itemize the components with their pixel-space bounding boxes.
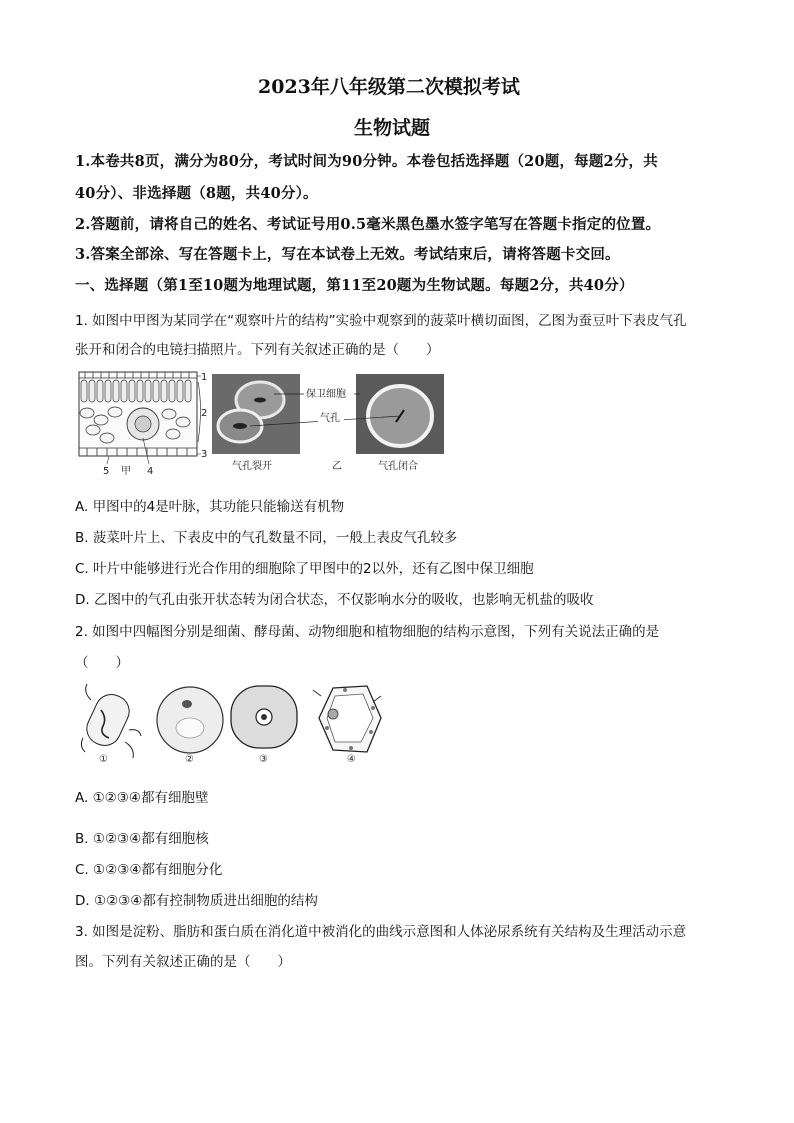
q1-stem-b: 张开和闭合的电镜扫描照片。下列有关叙述正确的是（ ） [75, 342, 440, 358]
cell-label-2: ② [185, 754, 194, 765]
q1-option-b[interactable]: B. 菠菜叶片上、下表皮中的气孔数量不同，一般上表皮气孔较多 [75, 530, 458, 546]
q2-option-a[interactable]: A. ①②③④都有细胞壁 [75, 790, 209, 806]
q2-option-d[interactable]: D. ①②③④都有控制物质进出细胞的结构 [75, 893, 318, 909]
q1-stem-a: 1. 如图中甲图为某同学在“观察叶片的结构”实验中观察到的菠菜叶横切面图，乙图为蚕豆叶下表皮气孔 [75, 313, 687, 329]
leaf-cross-section-figure [77, 368, 207, 478]
page-subtitle: 生物试题 [354, 117, 431, 139]
leaf-label-4: 4 [147, 466, 154, 477]
leaf-label-2: 2 [201, 408, 207, 419]
q2-option-c[interactable]: C. ①②③④都有细胞分化 [75, 862, 223, 878]
cell-label-4: ④ [347, 754, 356, 765]
instruction-2: 2.答题前，请将自己的姓名、考试证号用0.5毫米黑色墨水签字笔写在答题卡指定的位置。 [75, 216, 661, 233]
label-yi: 乙 [332, 461, 342, 472]
cell-label-3: ③ [259, 754, 268, 765]
label-stoma-closed: 气孔闭合 [378, 461, 418, 472]
label-stoma: 气孔 [320, 413, 340, 424]
section-heading: 一、选择题（第1至10题为地理试题，第11至20题为生物试题。每题2分，共40分） [75, 277, 634, 294]
leaf-label-5: 5 [103, 466, 110, 477]
q1-option-a[interactable]: A. 甲图中的4是叶脉，其功能只能输送有机物 [75, 499, 345, 515]
instruction-1a: 1.本卷共8页，满分为80分，考试时间为90分钟。本卷包括选择题（20题，每题2分，共 [75, 153, 658, 170]
q3-stem-a: 3. 如图是淀粉、脂肪和蛋白质在消化道中被消化的曲线示意图和人体泌尿系统有关结构及生理活动示意 [75, 924, 687, 940]
leaf-label-jia: 甲 [121, 466, 131, 477]
instruction-3: 3.答案全部涂、写在答题卡上，写在本试卷上无效。考试结束后，请将答题卡交回。 [75, 246, 620, 263]
q2-stem-b: （ ） [75, 655, 129, 671]
stomata-figure [210, 370, 446, 475]
cell-types-figure [77, 680, 387, 766]
instruction-1b: 40分）、非选择题（8题，共40分）。 [75, 185, 318, 202]
q1-option-c[interactable]: C. 叶片中能够进行光合作用的细胞除了甲图中的2以外，还有乙图中保卫细胞 [75, 561, 534, 577]
label-guard-cell: 保卫细胞 [306, 389, 346, 400]
leaf-label-3: 3 [201, 449, 207, 460]
q1-option-d[interactable]: D. 乙图中的气孔由张开状态转为闭合状态，不仅影响水分的吸收，也影响无机盐的吸收 [75, 592, 594, 608]
page-title: 2023年八年级第二次模拟考试 [258, 76, 520, 98]
q2-stem-a: 2. 如图中四幅图分别是细菌、酵母菌、动物细胞和植物细胞的结构示意图，下列有关说法正确的是 [75, 624, 660, 640]
leaf-label-1: 1 [201, 372, 207, 383]
q2-option-b[interactable]: B. ①②③④都有细胞核 [75, 831, 209, 847]
label-stoma-open: 气孔裂开 [232, 461, 272, 472]
q3-stem-b: 图。下列有关叙述正确的是（ ） [75, 954, 291, 970]
cell-label-1: ① [99, 754, 108, 765]
